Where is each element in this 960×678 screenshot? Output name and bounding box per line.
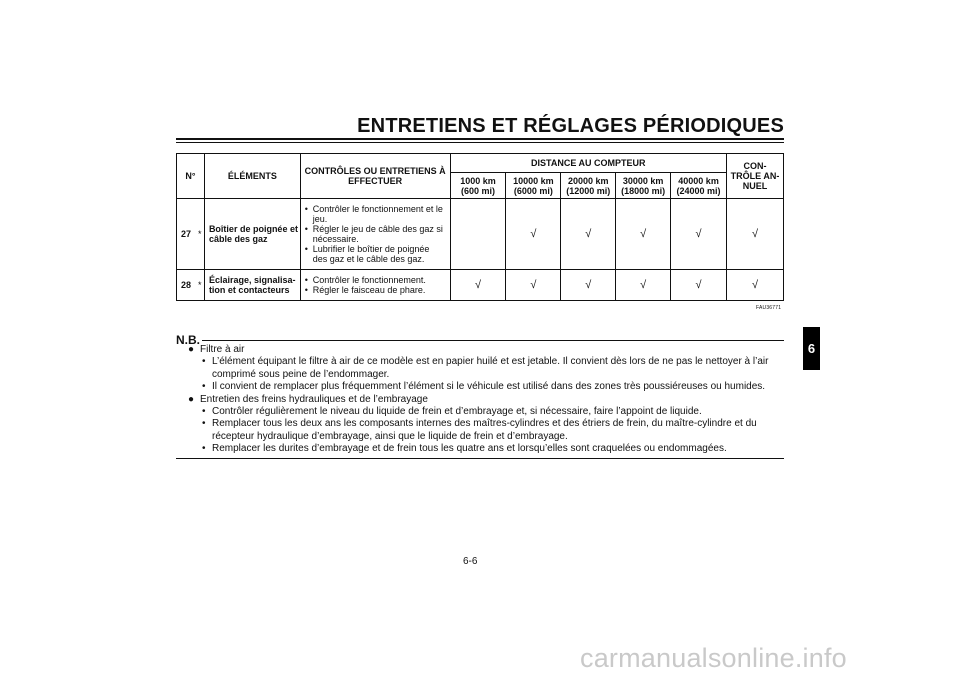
note-label: Filtre à air <box>200 344 245 355</box>
check-item: • Régler le faisceau de phare. <box>305 285 446 295</box>
bullet-icon: • <box>202 381 206 393</box>
bullet-icon: ● <box>188 344 195 355</box>
header-checks: CONTRÔLES OU ENTRETIENS À EFFECTUER <box>300 154 450 199</box>
header-distance: DISTANCE AU COMPTEUR <box>450 154 726 173</box>
row-element: Boîtier de poignée et câble des gaz <box>204 199 300 270</box>
distance-col: 30000 km (18000 mi) <box>616 173 671 199</box>
note-sub-text: L’élément équipant le filtre à air de ce modèle est en papier huilé et est jetable. Il convient dès lors de ne pas le nettoyer à l’air comprimé sous peine de l’endommager. <box>212 356 769 380</box>
check-mark: √ <box>671 270 727 301</box>
note-sub-text: Contrôler régulièrement le niveau du liquide de frein et d’embrayage et, si nécessaire, faire l’appoint de liquide. <box>212 406 702 418</box>
reference-code: FAU36771 <box>756 305 782 311</box>
note-sub <box>188 406 784 418</box>
note-sub <box>188 443 784 455</box>
page-title: ENTRETIENS ET RÉGLAGES PÉRIODIQUES <box>357 115 784 137</box>
check-mark: √ <box>561 270 616 301</box>
maintenance-table <box>176 153 784 301</box>
note-label: Entretien des freins hydrauliques et de l’embrayage <box>200 393 428 405</box>
nb-rule <box>202 340 784 341</box>
bullet-icon: • <box>202 356 206 368</box>
note-item <box>188 394 784 406</box>
row-number: 27 <box>177 199 196 270</box>
nb-bottom-rule <box>176 458 784 459</box>
page-number: 6-6 <box>463 556 478 567</box>
check-mark: √ <box>616 270 671 301</box>
check-mark: √ <box>727 270 784 301</box>
check-item: • Contrôler le fonctionnement. <box>305 275 446 285</box>
bullet-icon: • <box>202 406 206 418</box>
header-annual-label: CON-TRÔLE AN-NUEL <box>730 161 780 191</box>
check-mark: √ <box>506 270 561 301</box>
distance-col: 1000 km (600 mi) <box>450 173 506 199</box>
title-rule-thin <box>176 142 784 143</box>
check-mark: √ <box>671 199 727 270</box>
bullet-icon: • <box>202 418 206 430</box>
header-annual <box>727 154 784 199</box>
bullet-icon: • <box>202 443 206 455</box>
check-mark: √ <box>450 270 506 301</box>
check-item: • Régler le jeu de câble des gaz si nécessaire. <box>305 224 446 244</box>
note-sub <box>188 418 784 443</box>
check-item: • Contrôler le fonctionnement et le jeu. <box>305 204 446 224</box>
header-elements: ÉLÉMENTS <box>204 154 300 199</box>
bullet-icon: ● <box>188 393 195 405</box>
check-mark: √ <box>561 199 616 270</box>
table-row <box>177 199 784 270</box>
table-row <box>177 270 784 301</box>
header-num: N° <box>177 154 205 199</box>
row-star: * <box>195 199 204 270</box>
section-tab: 6 <box>803 327 820 370</box>
row-checks <box>300 270 450 301</box>
note-item <box>188 344 784 356</box>
check-mark: √ <box>616 199 671 270</box>
check-mark: √ <box>727 199 784 270</box>
distance-col: 10000 km (6000 mi) <box>506 173 561 199</box>
nb-title: N.B. <box>176 333 200 347</box>
note-sub <box>188 356 784 381</box>
row-element: Éclairage, signalisa-tion et contacteurs <box>204 270 300 301</box>
note-sub-text: Remplacer les durites d’embrayage et de frein tous les quatre ans et lorsqu’elles sont craquelées ou endommagées. <box>212 443 727 455</box>
distance-col: 40000 km (24000 mi) <box>671 173 727 199</box>
check-mark: √ <box>506 199 561 270</box>
watermark: carmanualsonline.info <box>580 643 847 673</box>
note-sub <box>188 381 784 393</box>
row-checks <box>300 199 450 270</box>
row-number: 28 <box>177 270 196 301</box>
check-mark <box>450 199 506 270</box>
note-sub-text: Il convient de remplacer plus fréquemment l’élément si le véhicule est utilisé dans des zones très poussiéreuses ou humides. <box>212 381 766 393</box>
row-star: * <box>195 270 204 301</box>
check-item: • Lubrifier le boîtier de poignée des gaz et le câble des gaz. <box>305 244 446 264</box>
nb-notes <box>188 344 784 456</box>
distance-col: 20000 km (12000 mi) <box>561 173 616 199</box>
note-sub-text: Remplacer tous les deux ans les composants internes des maîtres-cylindres et des étriers de frein, du maître-cylindre et du récepteur hydraulique d’embrayage, ainsi que le liquide de frein et d’embrayage. <box>212 418 757 442</box>
title-rule <box>176 138 784 140</box>
